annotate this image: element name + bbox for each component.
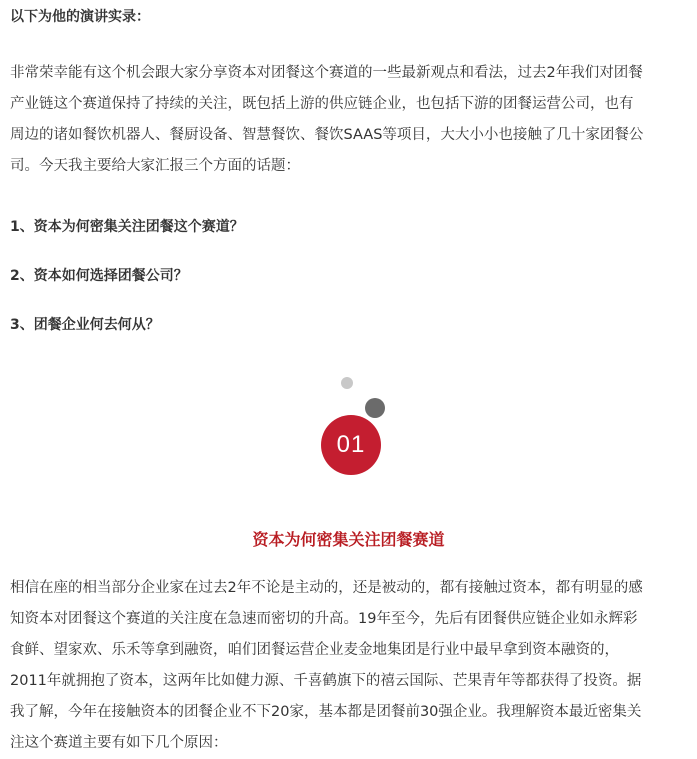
intro-heading: 以下为他的演讲实录： bbox=[10, 9, 150, 25]
section-number: 01 bbox=[321, 415, 381, 475]
decorative-dot-icon bbox=[341, 377, 353, 389]
topic-item-1: 1、资本为何密集关注团餐这个赛道？ bbox=[10, 219, 244, 235]
paragraph-line: 相信在座的相当部分企业家在过去2年不论是主动的，还是被动的，都有接触过资本，都有明显的感 bbox=[10, 580, 643, 596]
section-number-badge bbox=[320, 370, 410, 490]
opening-paragraph bbox=[10, 58, 690, 182]
paragraph-line: 产业链这个赛道保持了持续的关注，既包括上游的供应链企业，也包括下游的团餐运营公司，也有 bbox=[10, 96, 634, 112]
paragraph-line: 注这个赛道主要有如下几个原因： bbox=[10, 735, 228, 751]
paragraph-line: 司。今天我主要给大家汇报三个方面的话题： bbox=[10, 158, 300, 174]
section-title: 资本为何密集关注团餐赛道 bbox=[252, 530, 445, 549]
section-paragraph bbox=[10, 573, 690, 759]
topic-item-2: 2、资本如何选择团餐公司？ bbox=[10, 268, 188, 284]
paragraph-line: 我了解，今年在接触资本的团餐企业不下20家，基本都是团餐前30强企业。我理解资本最近密集关 bbox=[10, 704, 642, 720]
paragraph-line: 2011年就拥抱了资本，这两年比如健力源、千喜鹤旗下的禧云国际、芒果青年等都获得了投资。据 bbox=[10, 673, 642, 689]
paragraph-line: 周边的诸如餐饮机器人、餐厨设备、智慧餐饮、餐饮SAAS等项目，大大小小也接触了几十家团餐公 bbox=[10, 127, 644, 143]
decorative-dot-icon bbox=[365, 398, 385, 418]
paragraph-line: 知资本对团餐这个赛道的关注度在急速而密切的升高。19年至今，先后有团餐供应链企业如永辉彩 bbox=[10, 611, 638, 627]
paragraph-line: 非常荣幸能有这个机会跟大家分享资本对团餐这个赛道的一些最新观点和看法，过去2年我们对团餐 bbox=[10, 65, 643, 81]
paragraph-line: 食鲜、望家欢、乐禾等拿到融资，咱们团餐运营企业麦金地集团是行业中最早拿到资本融资的， bbox=[10, 642, 619, 658]
topic-item-3: 3、团餐企业何去何从？ bbox=[10, 317, 160, 333]
